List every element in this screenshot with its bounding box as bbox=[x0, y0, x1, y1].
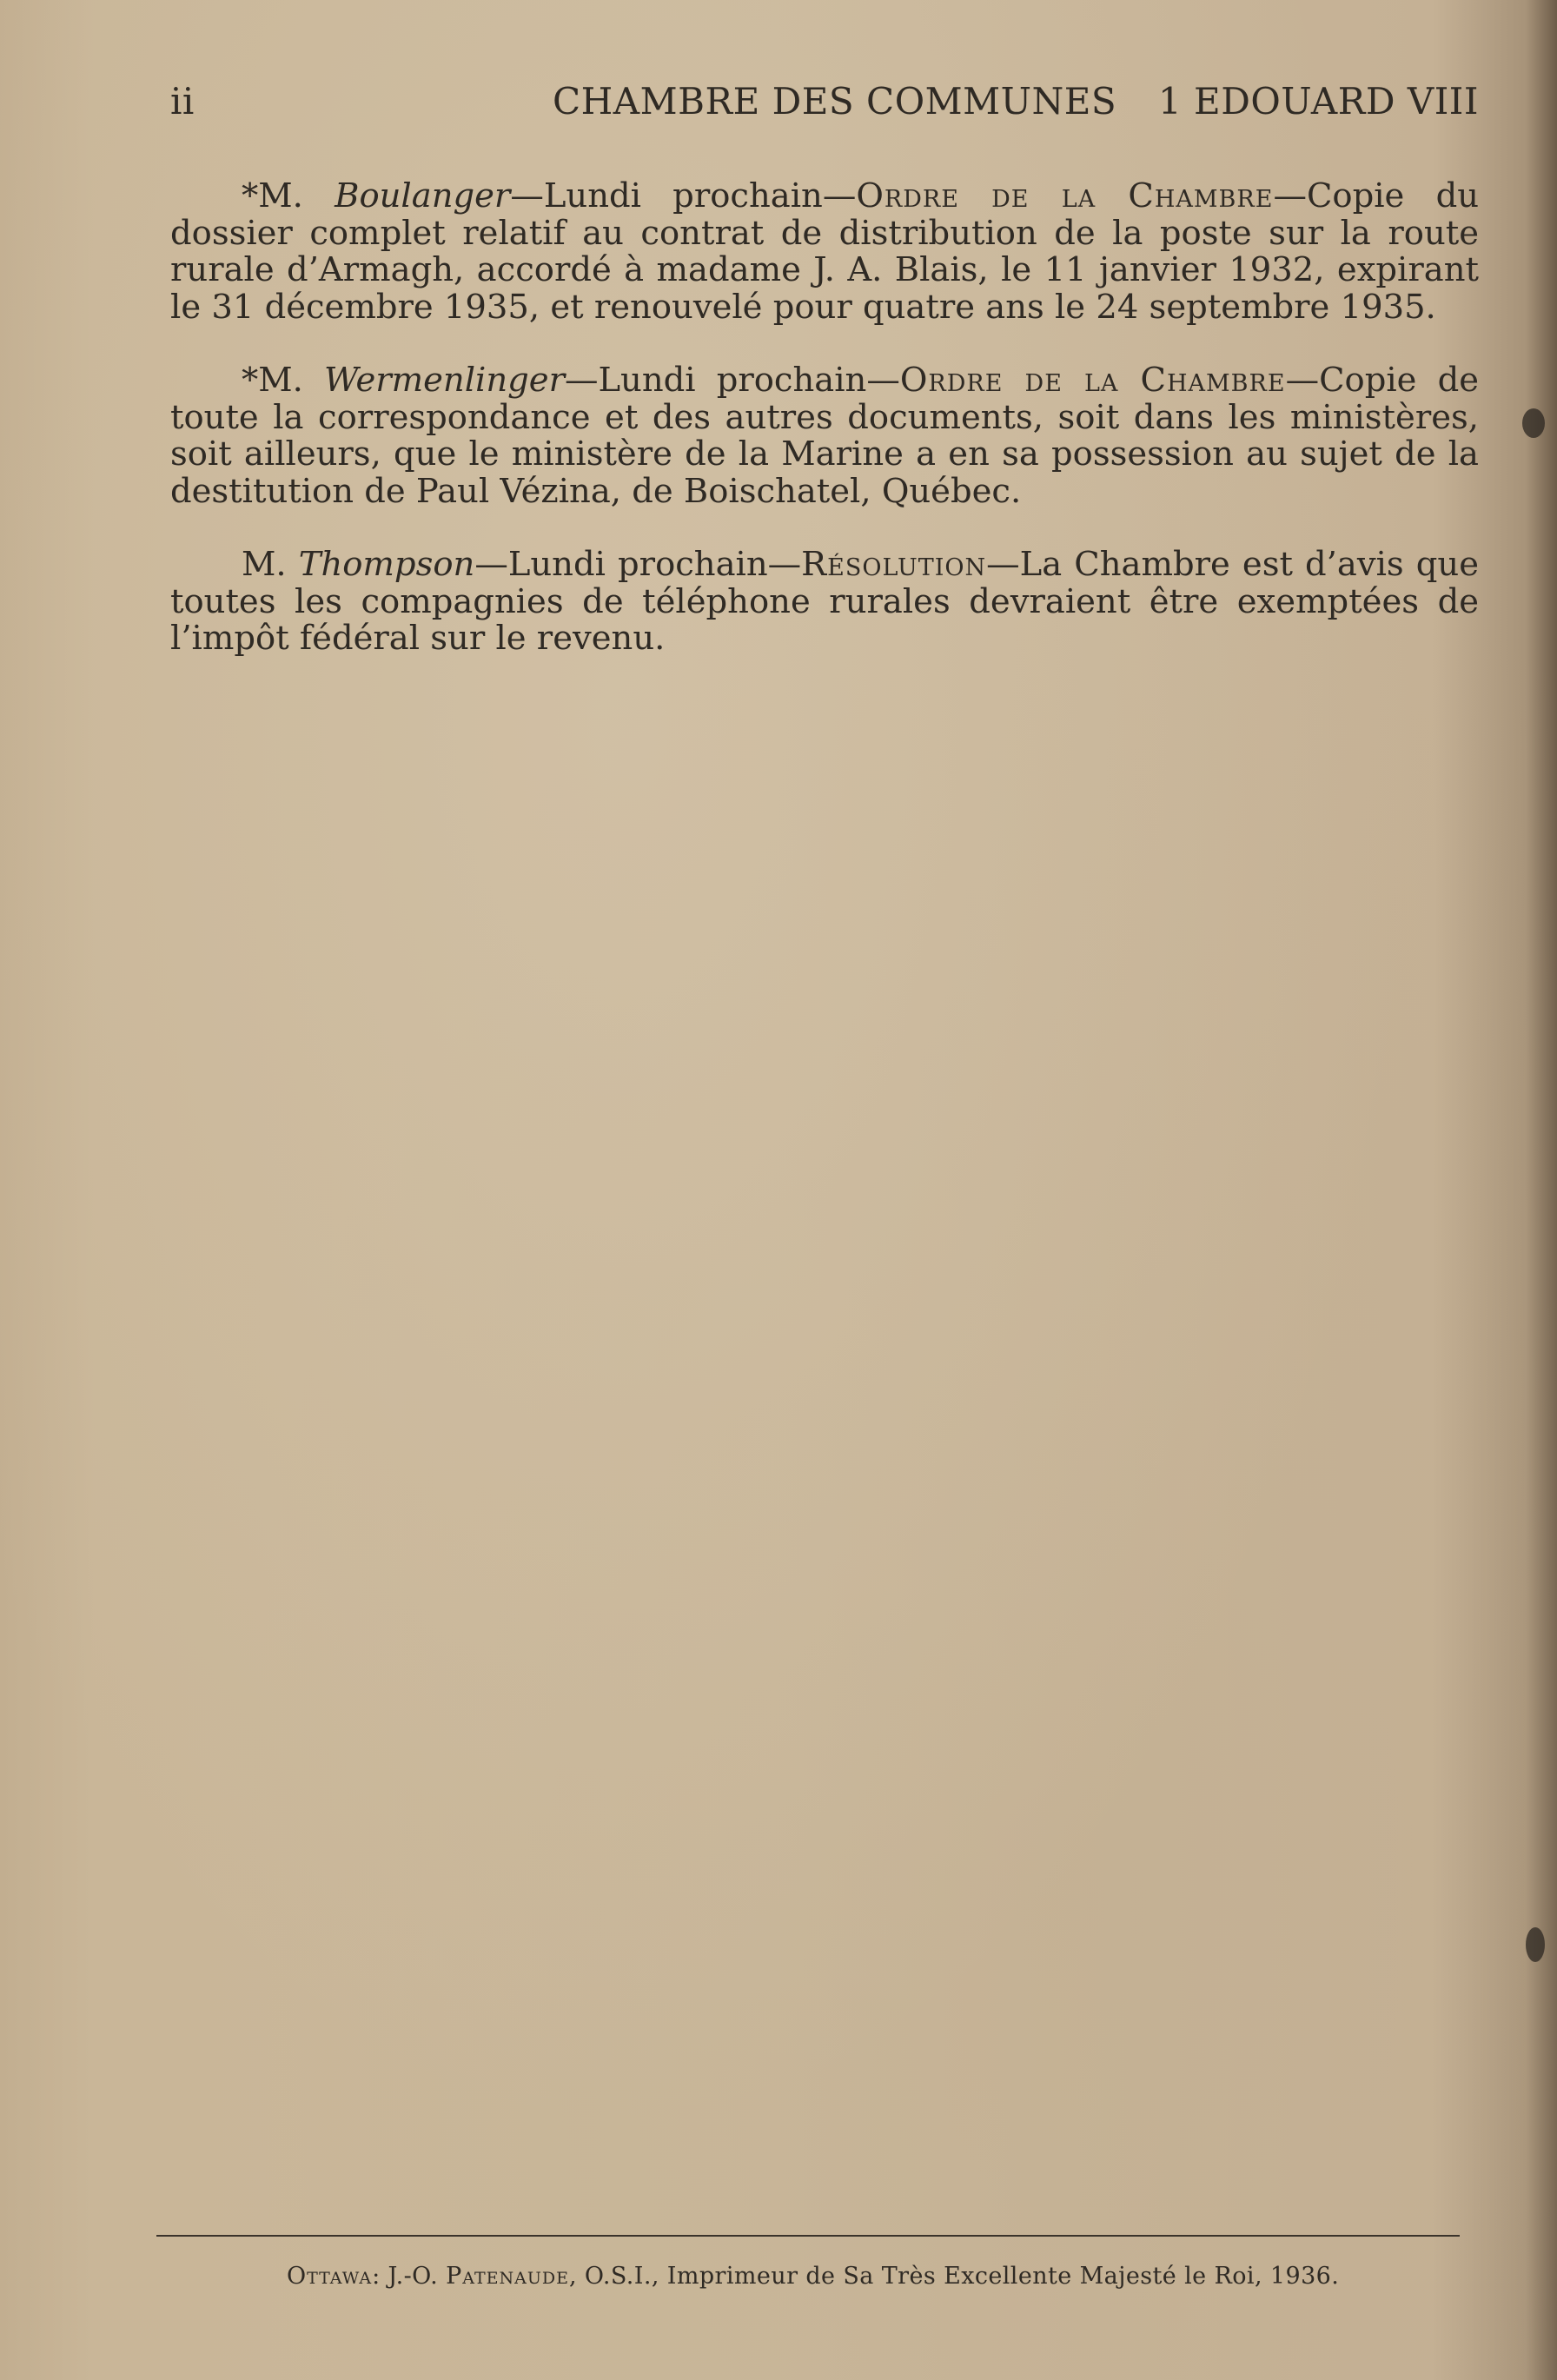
imprint-initials: J.-O. bbox=[388, 2263, 447, 2290]
notice-member: Wermenlinger bbox=[324, 361, 565, 400]
notice-prefix: *M. bbox=[242, 176, 335, 215]
notice-paragraph bbox=[170, 547, 1479, 658]
imprint-rest: , O.S.I., Imprimeur de Sa Très Excellente Majesté le Roi, 1936. bbox=[568, 2263, 1340, 2290]
notice-type: Ordre de la Chambre bbox=[899, 361, 1286, 400]
imprint-separator: : bbox=[372, 2263, 388, 2290]
notice-text: —Copie de toute la correspondance et des autres documents, soit dans les ministères, soit ailleurs, que le ministère de la Marine a en sa possession au sujet de la destitution de Paul Vézina, de Boischatel, Québec. bbox=[170, 361, 1479, 511]
notice-prefix: M. bbox=[242, 545, 299, 584]
imprint-city: Ottawa bbox=[287, 2263, 373, 2290]
notice-text: —La Chambre est d’avis que toutes les compagnies de téléphone rurales devraient être exemptées de l’impôt fédéral sur le revenu. bbox=[170, 545, 1479, 658]
page-number: ii bbox=[170, 80, 195, 123]
binding-hole-mark bbox=[1526, 1927, 1545, 1962]
notice-paragraph bbox=[170, 362, 1479, 510]
notice-prefix: *M. bbox=[242, 361, 325, 400]
imprint-printer: Patenaude bbox=[446, 2263, 569, 2290]
notice-member: Boulanger bbox=[335, 176, 511, 215]
regnal-year: 1 EDOUARD VIII bbox=[1157, 80, 1479, 123]
footer-rule bbox=[156, 2235, 1460, 2237]
binding-hole-mark bbox=[1522, 408, 1545, 438]
running-title: CHAMBRE DES COMMUNES bbox=[553, 80, 1117, 123]
notice-when: —Lundi prochain— bbox=[564, 361, 900, 400]
notice-when: —Lundi prochain— bbox=[474, 545, 802, 584]
notices-body bbox=[170, 178, 1479, 694]
notice-type: Résolution bbox=[801, 545, 987, 584]
notice-text: —Copie du dossier complet relatif au contrat de distribution de la poste sur la route rurale d’Armagh, accordé à madame J. A. Blais, le 11 janvier 1932, expirant le 31 décembre 1935, et renouvelé pour quatre ans le 24 septembre 1935. bbox=[170, 176, 1480, 327]
notice-paragraph bbox=[170, 178, 1479, 326]
notice-type: Ordre de la Chambre bbox=[856, 176, 1274, 215]
page-header bbox=[170, 80, 1479, 132]
notice-when: —Lundi prochain— bbox=[510, 176, 857, 215]
notice-member: Thompson bbox=[298, 545, 475, 584]
printer-imprint bbox=[287, 2263, 1339, 2290]
